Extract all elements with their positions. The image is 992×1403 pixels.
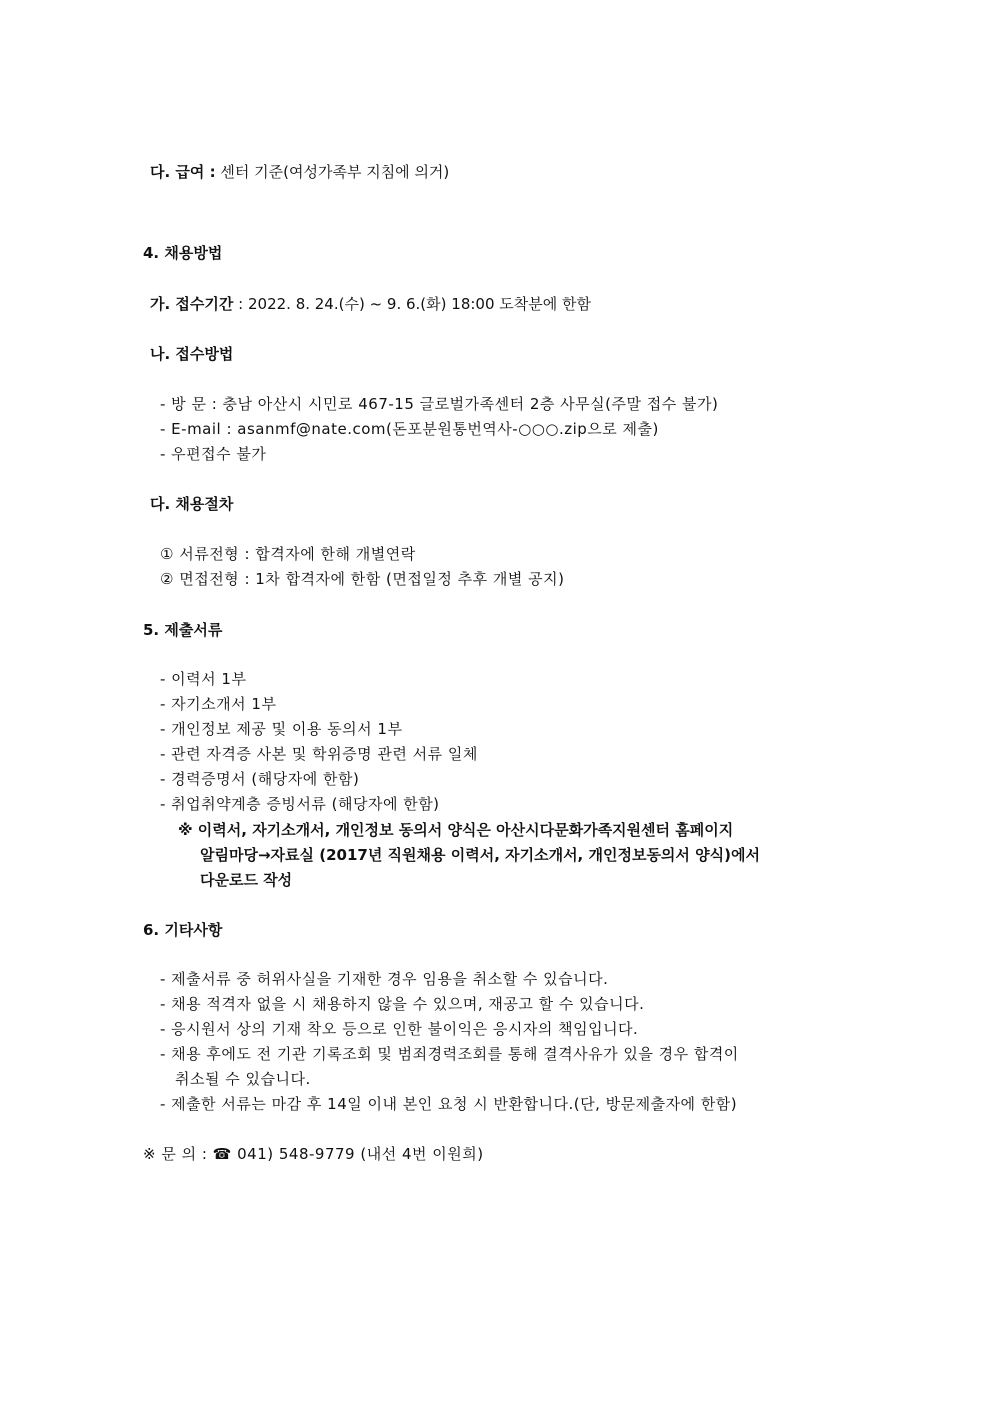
document-item: - 개인정보 제공 및 이용 동의서 1부 — [160, 720, 403, 738]
section4-title: 4. 채용방법 — [143, 244, 223, 262]
document-item: - 경력증명서 (해당자에 한함) — [160, 770, 360, 788]
salary-text: 센터 기준(여성가족부 지침에 의거) — [220, 163, 450, 181]
period-line — [150, 294, 591, 314]
misc-item: - 제출한 서류는 마감 후 14일 이내 본인 요청 시 반환합니다.(단, 방문제출자에 한함) — [160, 1095, 738, 1113]
contact-line: ※ 문 의 : ☎ 041) 548-9779 (내선 4번 이원희) — [143, 1145, 484, 1163]
procedure-item: ② 면접전형 : 1차 합격자에 한함 (면접일정 추후 개별 공지) — [160, 570, 565, 588]
period-text: : 2022. 8. 24.(수) ~ 9. 6.(화) 18:00 도착분에 한함 — [238, 295, 591, 313]
document-item: - 이력서 1부 — [160, 670, 247, 688]
procedure-item: ① 서류전형 : 합격자에 한해 개별연락 — [160, 545, 416, 563]
form-note: ※ 이력서, 자기소개서, 개인정보 동의서 양식은 아산시다문화가족지원센터 홈페이지 — [178, 821, 734, 839]
misc-item-continued: 취소될 수 있습니다. — [175, 1070, 311, 1088]
form-note: 알림마당→자료실 (2017년 직원채용 이력서, 자기소개서, 개인정보동의서 양식)에서 — [200, 846, 760, 864]
method-item: - E-mail : asanmf@nate.com(돈포분원통번역사-○○○.zip으로 제출) — [160, 420, 659, 438]
misc-item: - 제출서류 중 허위사실을 기재한 경우 임용을 취소할 수 있습니다. — [160, 970, 609, 988]
misc-item: - 채용 적격자 없을 시 채용하지 않을 수 있으며, 재공고 할 수 있습니다. — [160, 995, 645, 1013]
form-note: 다운로드 작성 — [200, 871, 293, 889]
misc-item: - 채용 후에도 전 기관 기록조회 및 범죄경력조회를 통해 결격사유가 있을 경우 합격이 — [160, 1045, 739, 1063]
period-label: 가. 접수기간 — [150, 295, 234, 313]
section5-title: 5. 제출서류 — [143, 621, 223, 639]
method-title: 나. 접수방법 — [150, 345, 234, 363]
salary-line — [150, 162, 449, 182]
procedure-title: 다. 채용절차 — [150, 495, 234, 513]
document-item: - 자기소개서 1부 — [160, 695, 277, 713]
method-item: - 우편접수 불가 — [160, 445, 267, 463]
section6-title: 6. 기타사항 — [143, 921, 223, 939]
document-item: - 취업취약계층 증빙서류 (해당자에 한함) — [160, 795, 440, 813]
method-item: - 방 문 : 충남 아산시 시민로 467-15 글로벌가족센터 2층 사무실(주말 접수 불가) — [160, 395, 719, 413]
salary-label: 다. 급여 : — [150, 163, 216, 181]
document-item: - 관련 자격증 사본 및 학위증명 관련 서류 일체 — [160, 745, 478, 763]
misc-item: - 응시원서 상의 기재 착오 등으로 인한 불이익은 응시자의 책임입니다. — [160, 1020, 639, 1038]
